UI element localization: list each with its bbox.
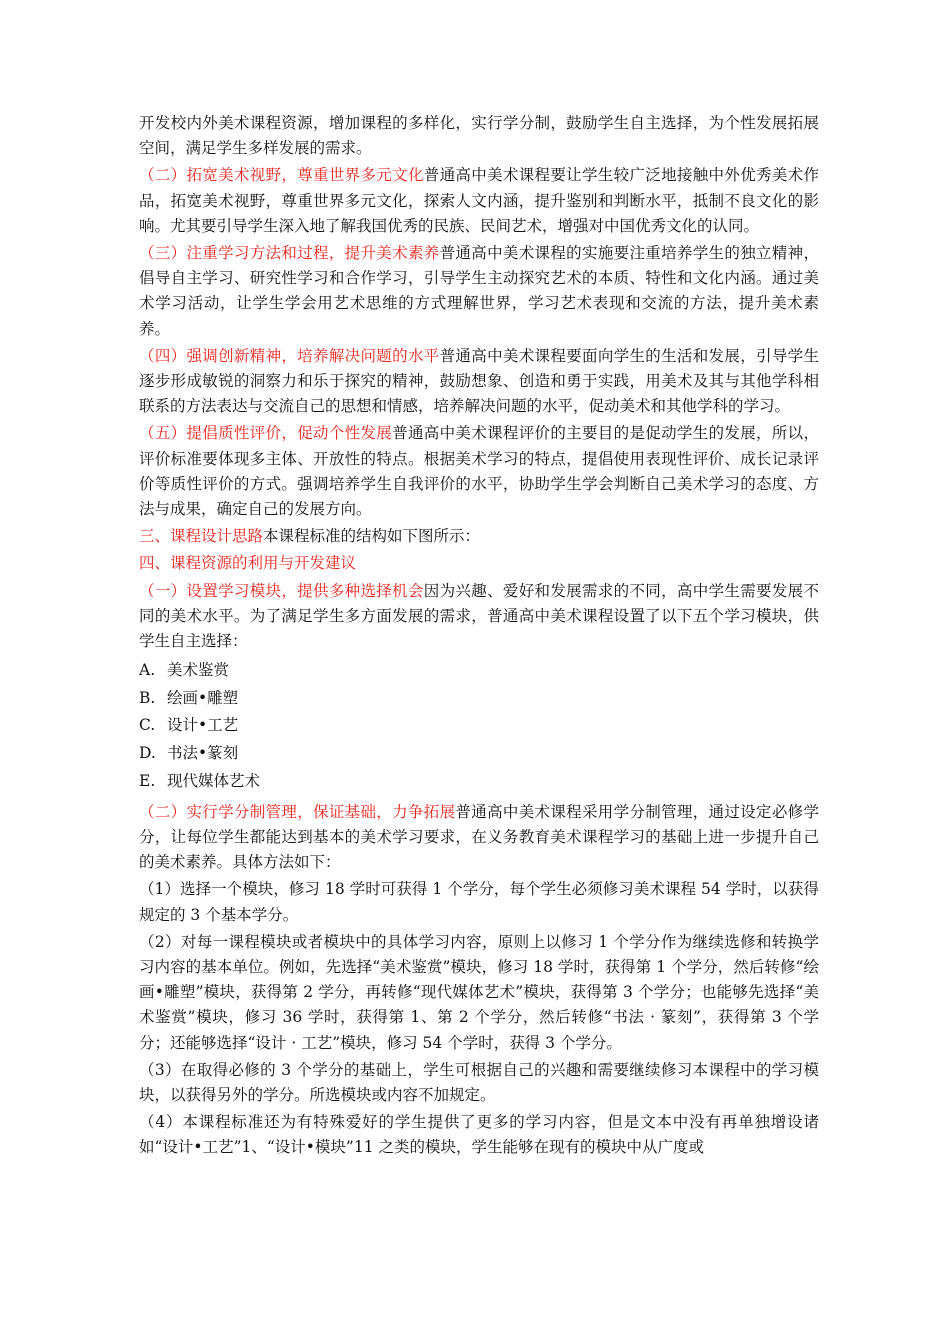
paragraph-section-3 (139, 241, 819, 342)
paragraph-course-design (139, 524, 819, 549)
paragraph-credit-system (139, 800, 819, 876)
paragraph-section-4 (139, 344, 819, 420)
section-heading: （二）实行学分制管理，保证基础，力争拓展 (139, 802, 456, 821)
paragraph-rule-3 (139, 1058, 819, 1108)
paragraph-section-5 (139, 421, 819, 522)
list-item-label: 现代媒体艺术 (167, 771, 261, 790)
paragraph-resources (139, 551, 819, 576)
list-item (139, 713, 819, 738)
paragraph-text: （2）对每一课程模块或者模块中的具体学习内容，原则上以修习 1 个学分作为继续选修和转换学习内容的基本单位。例如，先选择“美术鉴赏”模块，修习 18 学时，获得第 1 个学分，然后转修“绘画•雕塑”模块，获得第 2 学分，再转修“现代媒体艺术”模块，获得第 3 个学分；也能够先选择“美术鉴赏”模块，修习 36 学时，获得第 1、第 2 个学分，然后转修“书法 · 篆刻”，获得第 3 个学分；还能够选择“设计 · 工艺”模块，修习 54 个学时，获得 3 个学分。 (139, 932, 819, 1052)
list-item (139, 741, 819, 766)
paragraph-rule-4 (139, 1110, 819, 1160)
module-list (139, 658, 819, 794)
list-item (139, 658, 819, 683)
list-item-label: 设计•工艺 (167, 716, 239, 735)
paragraph-text: 普通高中美术课程要面向学生的生活和发展，引导学生逐步形成敏锐的洞察力和乐于探究的精神，鼓励想象、创造和勇于实践，用美术及其与其他学科相联系的方法表达与交流自己的思想和情感，培养解决问题的水平，促动美术和其他学科的学习。 (139, 346, 819, 416)
list-marker: D. (139, 744, 156, 762)
paragraph-text: 本课程标准的结构如下图所示： (263, 527, 481, 546)
document-body (139, 111, 819, 1161)
paragraph-text: （1）选择一个模块，修习 18 学时可获得 1 个学分，每个学生必须修习美术课程 54 学时，以获得规定的 3 个基本学分。 (139, 880, 819, 924)
paragraph-text: （3）在取得必修的 3 个学分的基础上，学生可根据自己的兴趣和需要继续修习本课程中的学习模块，以获得另外的学分。所选模块或内容不加规定。 (139, 1060, 819, 1104)
list-marker: A. (139, 661, 156, 680)
list-item (139, 769, 819, 794)
section-heading: （一）设置学习模块，提供多种选择机会 (139, 581, 424, 600)
list-marker: E. (139, 771, 156, 790)
paragraph-text: 普通高中美术课程评价的主要目的是促动学生的发展，所以，评价标准要体现多主体、开放性的特点。根据美术学习的特点，提倡使用表现性评价、成长记录评价等质性评价的方式。强调培养学生自我评价的水平，协助学生学会判断自己美术学习的态度、方法与成果，确定自己的发展方向。 (139, 424, 819, 519)
list-marker: B. (139, 688, 156, 707)
paragraph-text: 普通高中美术课程的实施要注重培养学生的独立精神，倡导自主学习、研究性学习和合作学习，引导学生主动探究艺术的本质、特性和文化内涵。通过美术学习活动，让学生学会用艺术思维的方式理解世界，学习艺术表现和交流的方法，提升美术素养。 (139, 244, 819, 338)
list-item (139, 686, 819, 711)
section-heading: （四）强调创新精神，培养解决问题的水平 (139, 346, 440, 365)
paragraph-modules-intro (139, 579, 819, 655)
list-item-label: 美术鉴赏 (167, 661, 230, 680)
chapter-heading: 四、课程资源的利用与开发建议 (139, 554, 357, 573)
paragraph-text: （4）本课程标准还为有特殊爱好的学生提供了更多的学习内容，但是文本中没有再单独增设诸如“设计•工艺”1、“设计•模块”11 之类的模块，学生能够在现有的模块中从广度或 (139, 1113, 819, 1157)
chapter-heading: 三、课程设计思路 (139, 527, 264, 546)
paragraph-text: 普通高中美术课程要让学生较广泛地接触中外优秀美术作品，拓宽美术视野，尊重世界多元文化，探索人文内涵，提升鉴别和判断水平，抵制不良文化的影响。尤其要引导学生深入地了解我国优秀的民族、民间艺术，增强对中国优秀文化的认同。 (139, 166, 819, 235)
paragraph-rule-2 (139, 930, 819, 1056)
paragraph-section-2 (139, 163, 819, 239)
paragraph-text: 普通高中美术课程采用学分制管理，通过设定必修学分，让每位学生都能达到基本的美术学习要求，在义务教育美术课程学习的基础上进一步提升自己的美术素养。具体方法如下： (139, 802, 819, 872)
section-heading: （五）提倡质性评价，促动个性发展 (139, 424, 393, 443)
section-heading: （二）拓宽美术视野，尊重世界多元文化 (139, 166, 424, 185)
section-heading: （三）注重学习方法和过程，提升美术素养 (139, 244, 440, 263)
list-item-label: 书法•篆刻 (167, 744, 239, 762)
list-item-label: 绘画•雕塑 (167, 688, 239, 707)
paragraph-rule-1 (139, 877, 819, 927)
paragraph-text: 开发校内外美术课程资源，增加课程的多样化，实行学分制，鼓励学生自主选择，为个性发展拓展空间，满足学生多样发展的需求。 (139, 114, 819, 158)
paragraph-text: 因为兴趣、爱好和发展需求的不同，高中学生需要发展不同的美术水平。为了满足学生多方面发展的需求，普通高中美术课程设置了以下五个学习模块，供学生自主选择： (139, 581, 819, 651)
paragraph-intro (139, 111, 819, 161)
list-marker: C. (139, 716, 156, 735)
